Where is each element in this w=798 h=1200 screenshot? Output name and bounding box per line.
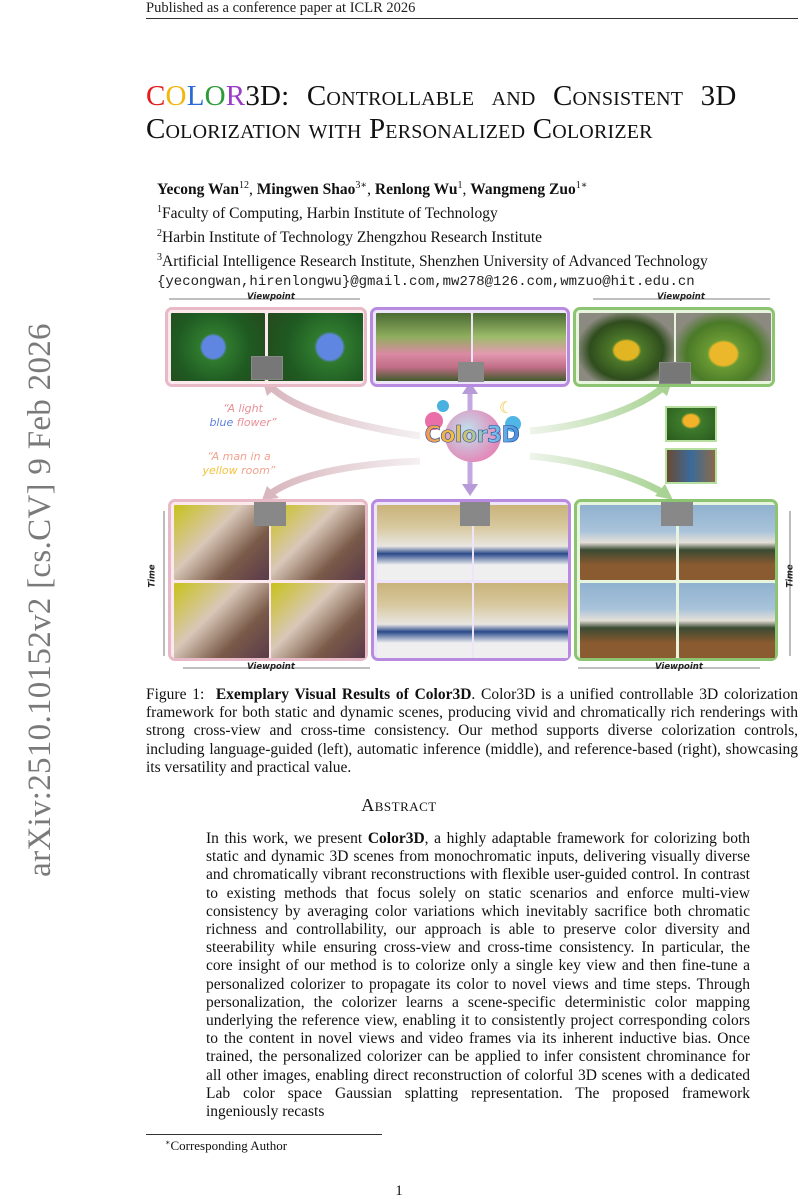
aff-text: Harbin Institute of Technology Zhengzhou Research Institute bbox=[162, 229, 542, 246]
title-line-1-rest: 3D: Controllable and Consistent 3D bbox=[245, 80, 737, 112]
brand-letter: R bbox=[225, 80, 246, 112]
kitchen-frame bbox=[377, 505, 472, 580]
kitchen-frame bbox=[377, 583, 472, 658]
prompt-text: “A man in a bbox=[207, 450, 271, 463]
kitchen-frame bbox=[474, 583, 568, 658]
aff-sup: 2 bbox=[157, 228, 162, 239]
viewpoint-label: Viewpoint bbox=[247, 292, 295, 302]
panel-reference-based-static bbox=[573, 307, 775, 387]
page-number: 1 bbox=[395, 1183, 403, 1199]
panel-language-guided-static bbox=[165, 307, 367, 387]
yellow-room-frame bbox=[271, 583, 365, 658]
panel-language-guided-dynamic bbox=[168, 499, 368, 661]
logo-balloon bbox=[437, 400, 449, 412]
grayscale-input-thumbnail bbox=[659, 362, 691, 384]
affiliation bbox=[157, 224, 708, 248]
viewpoint-label: Viewpoint bbox=[657, 292, 705, 302]
title-line-2: Colorization with Personalized Colorizer bbox=[146, 113, 653, 145]
aff-text: Faculty of Computing, Harbin Institute of Technology bbox=[162, 205, 498, 222]
grayscale-input-thumbnail bbox=[661, 502, 693, 526]
wooden-table-frame bbox=[679, 505, 775, 580]
author-list bbox=[157, 176, 708, 200]
affiliation bbox=[157, 200, 708, 224]
time-label: Time bbox=[147, 564, 158, 588]
abstract-text: , a highly adaptable framework for colorizing both static and dynamic 3D scenes from monochromatic inputs, delivering visually diverse and chromatically vibrant reconstructions with flexible user-guided control. In contrast to existing methods that focus solely on static scenarios and enforce multi-view consistency by averaging color variations which inevitably sacrifice both chromatic richness and controllability, our approach is able to preserve color diversity and steerability while ensuring cross-view and cross-time consistency. In particular, the core insight of our method is to colorize only a single key view and then fine-tune a personalized colorizer to propagate its color to novel views and time steps. Through personalization, the colorizer learns a scene-specific deterministic color mapping underlying the reference view, enabling it to consistently project corresponding colors to the content in novel views and video frames via its inherent inductive bias. Once trained, the personalized colorizer can be applied to infer consistent chrominance for all other images, enabling direct reconstruction of colorful 3D scenes with a dedicated Lab color space Gaussian splatting representation. The proposed framework ingeniously recasts bbox=[206, 830, 750, 1121]
author-name: Wangmeng Zuo bbox=[470, 181, 576, 198]
author-emails: {yecongwan,hirenlongwu}@gmail.com,mw278@126.com,wmzuo@hit.edu.cn bbox=[157, 274, 695, 290]
wooden-table-frame bbox=[679, 583, 775, 658]
sep: , bbox=[248, 181, 257, 198]
prompt-text: flower” bbox=[233, 416, 277, 429]
sep: , bbox=[367, 181, 375, 198]
author-name: Renlong Wu bbox=[374, 181, 458, 198]
garden-view-1 bbox=[376, 313, 471, 381]
panel-reference-based-dynamic bbox=[574, 499, 778, 661]
aff-sup: 1 bbox=[157, 204, 162, 215]
garden-view-2 bbox=[473, 313, 566, 381]
panel-automatic-static bbox=[370, 307, 570, 387]
running-head: Published as a conference paper at ICLR 2026 bbox=[146, 0, 416, 16]
abstract-heading: Abstract bbox=[361, 795, 437, 815]
moon-icon: ☾ bbox=[499, 400, 514, 417]
brand-letter: O bbox=[165, 80, 187, 112]
viewpoint-label: Viewpoint bbox=[655, 662, 703, 672]
header-rule bbox=[146, 18, 798, 19]
aff-sup: 3 bbox=[157, 252, 162, 263]
reference-image-garden bbox=[665, 406, 717, 442]
brand-letter: C bbox=[146, 80, 166, 112]
caption-label: Figure 1: bbox=[146, 686, 205, 703]
viewpoint-label: Viewpoint bbox=[247, 662, 295, 672]
figure-1 bbox=[147, 286, 798, 676]
logo-text: Color3D bbox=[417, 423, 527, 448]
grayscale-input-thumbnail bbox=[458, 362, 484, 382]
prompt-light-blue-flower bbox=[193, 402, 293, 430]
affiliation bbox=[157, 248, 708, 272]
abstract-body bbox=[206, 830, 750, 1121]
abstract-text: In this work, we present bbox=[206, 830, 368, 847]
author-name: Mingwen Shao bbox=[256, 181, 356, 198]
arxiv-stamp: arXiv:2510.10152v2 [cs.CV] 9 Feb 2026 bbox=[22, 323, 58, 877]
footnote bbox=[165, 1138, 287, 1154]
figure-caption bbox=[146, 686, 798, 777]
footnote-mark: ∗ bbox=[165, 1138, 171, 1147]
sep: , bbox=[462, 181, 471, 198]
author-sup: 3∗ bbox=[355, 180, 368, 191]
panel-automatic-dynamic bbox=[371, 499, 571, 661]
paper-title bbox=[146, 80, 798, 146]
author-name: Yecong Wan bbox=[157, 181, 239, 198]
aff-text: Artificial Intelligence Research Institute, Shenzhen University of Advanced Technology bbox=[162, 253, 708, 270]
wooden-table-frame bbox=[580, 583, 676, 658]
prompt-color-word: yellow bbox=[202, 464, 238, 477]
abstract-bold: Color3D bbox=[367, 830, 425, 847]
caption-text: . Color3D is a unified controllable 3D colorization framework for both static and dynamic scenes, producing vivid and chromatically rich renderings with strong cross-view and cross-time consistency. Our method supports diverse colorization controls, including language-guided (left), automatic inference (middle), and reference-based (right), showcasing its versatility and practical value. bbox=[146, 686, 798, 776]
author-sup: 12 bbox=[238, 180, 249, 191]
grayscale-input-thumbnail bbox=[251, 356, 283, 380]
title-line-1 bbox=[146, 80, 798, 113]
prompt-color-word: blue bbox=[209, 416, 234, 429]
time-label: Time bbox=[785, 564, 796, 588]
grayscale-input-thumbnail bbox=[460, 502, 490, 526]
prompt-man-yellow-room bbox=[189, 450, 289, 478]
yellow-room-frame bbox=[174, 583, 269, 658]
reference-image-room bbox=[665, 448, 717, 484]
author-sup: 1∗ bbox=[575, 180, 588, 191]
footnote-text: Corresponding Author bbox=[170, 1138, 288, 1153]
author-sup: 1 bbox=[457, 180, 463, 191]
prompt-text: “A light bbox=[223, 402, 263, 415]
author-block bbox=[157, 176, 708, 292]
color3d-logo bbox=[417, 398, 527, 473]
prompt-text: room” bbox=[237, 464, 276, 477]
grayscale-input-thumbnail bbox=[254, 502, 286, 526]
brand-letter: O bbox=[204, 80, 226, 112]
caption-bold-title: Exemplary Visual Results of Color3D bbox=[215, 686, 472, 703]
brand-letter: L bbox=[186, 80, 205, 112]
footnote-rule bbox=[146, 1134, 382, 1135]
